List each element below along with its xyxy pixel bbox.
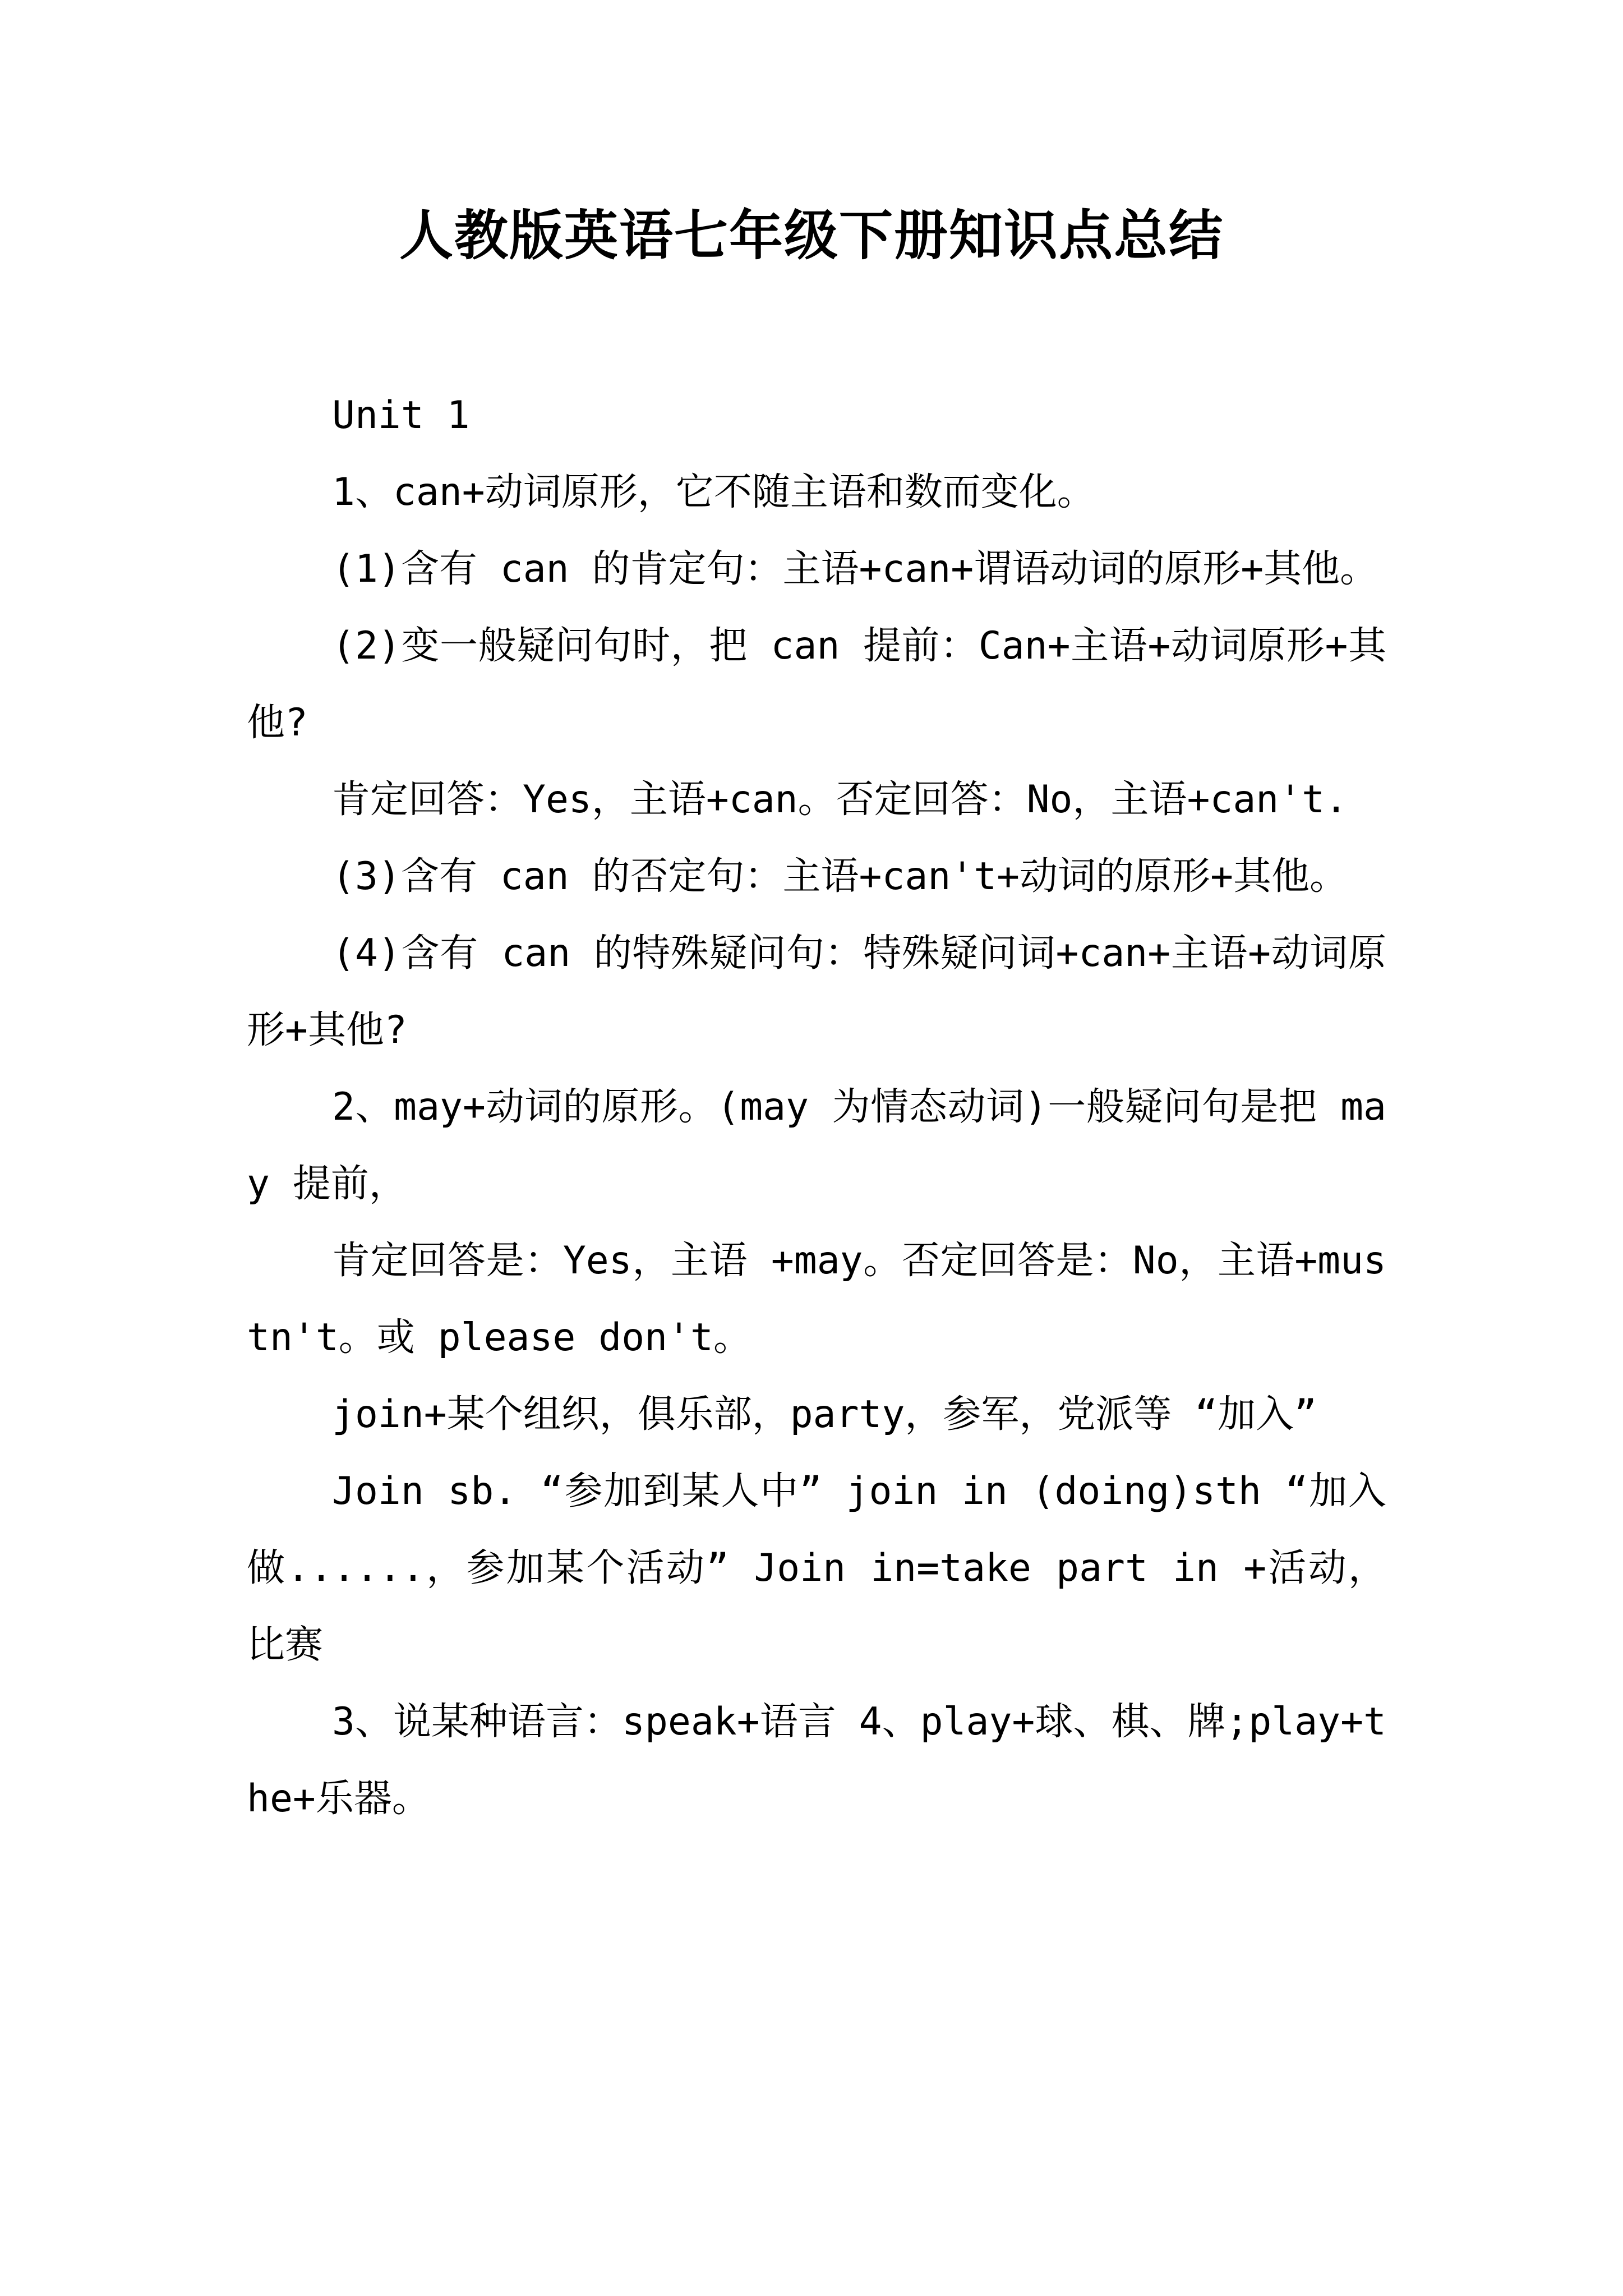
document-title: 人教版英语七年级下册知识点总结 <box>399 204 1224 267</box>
paragraph: join+某个组织，俱乐部，party，参军，党派等 “加入” <box>332 1392 1317 1437</box>
paragraph-unit-heading: Unit 1 <box>332 393 470 438</box>
paragraph: 3、说某种语言：speak+语言 4、play+球、棋、牌;play+the+乐器。 <box>247 1700 1386 1821</box>
paragraph: 肯定回答是：Yes，主语 +may。否定回答是：No，主语+mustn't。或 please don't。 <box>247 1239 1386 1360</box>
paragraph: 肯定回答：Yes，主语+can。否定回答：No，主语+can't. <box>332 777 1348 822</box>
paragraph: 1、can+动词原形，它不随主语和数而变化。 <box>332 470 1095 514</box>
document-body <box>247 377 1386 1837</box>
paragraph: (2)变一般疑问句时，把 can 提前：Can+主语+动词原形+其他? <box>247 624 1386 745</box>
paragraph: 2、may+动词的原形。(may 为情态动词)一般疑问句是把 may 提前， <box>247 1085 1386 1206</box>
paragraph: Join sb. “参加到某人中” join in (doing)sth “加入做......，参加某个活动” Join in=take part in +活动，比赛 <box>247 1469 1386 1667</box>
paragraph: (4)含有 can 的特殊疑问句：特殊疑问词+can+主语+动词原形+其他? <box>247 931 1386 1052</box>
paragraph: (3)含有 can 的否定句：主语+can't+动词的原形+其他。 <box>332 854 1348 899</box>
paragraph: (1)含有 can 的肯定句：主语+can+谓语动词的原形+其他。 <box>332 547 1378 591</box>
